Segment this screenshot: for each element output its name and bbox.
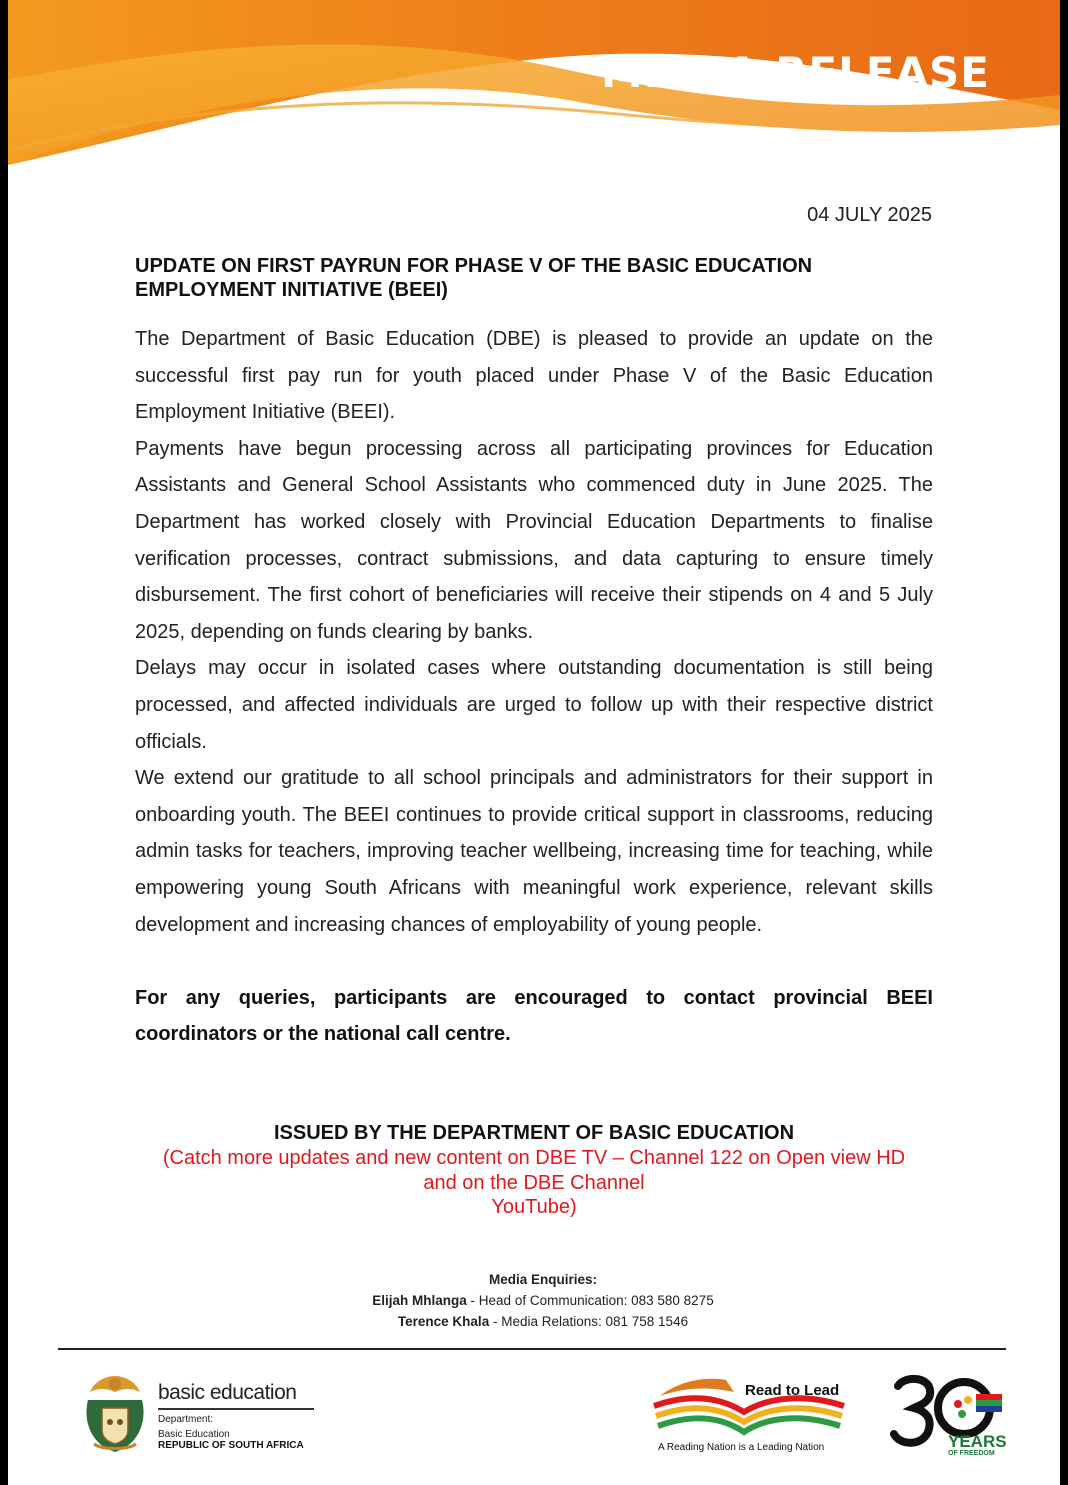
body-text bbox=[135, 321, 933, 943]
paragraph: Delays may occur in isolated cases where outstanding documentation is still being processed, and affected individuals are urged to follow up with their respective district officials. bbox=[135, 657, 933, 753]
media-release-title: MEDIA RELEASE bbox=[600, 48, 990, 97]
dbe-underline bbox=[158, 1408, 314, 1410]
dbe-name: basic education bbox=[158, 1381, 297, 1404]
dbe-tv-notice bbox=[134, 1146, 934, 1220]
dbe-tv-line: (Catch more updates and new content on DBE TV – Channel 122 on Open view HD bbox=[162, 1147, 906, 1169]
paragraph: The Department of Basic Education (DBE) is pleased to provide an update on the successful first pay run for youth placed under Phase V of the Basic Education Employment Initiative (BEEI). bbox=[135, 328, 933, 424]
contact-name: Terence Khala bbox=[397, 1314, 490, 1329]
media-release-page bbox=[8, 0, 1060, 1485]
paragraph: We extend our gratitude to all school principals and administrators for their support in onboarding youth. The BEEI continues to provide critical support in classrooms, reducing admin tasks for teachers, improving teacher wellbeing, increasing time for teaching, while empowering young South Africans with meaningful work experience, relevant skills development and increasing chances of employability of young people. bbox=[135, 767, 933, 936]
contact-row bbox=[208, 1311, 878, 1332]
dbe-rsa: REPUBLIC OF SOUTH AFRICA bbox=[158, 1439, 304, 1451]
issued-by: ISSUED BY THE DEPARTMENT OF BASIC EDUCATION bbox=[273, 1122, 795, 1144]
contact-detail: - Media Relations: 081 758 1546 bbox=[489, 1314, 689, 1329]
coat-of-arms-icon bbox=[80, 1370, 150, 1456]
headline: UPDATE ON FIRST PAYRUN FOR PHASE V OF THE BASIC EDUCATION EMPLOYMENT INITIATIVE (BEEI) bbox=[135, 255, 813, 301]
dbe-tv-line: YouTube) bbox=[491, 1196, 577, 1218]
of-freedom-label: OF FREEDOM bbox=[948, 1450, 995, 1457]
years-label: YEARS bbox=[948, 1432, 1007, 1451]
issued-block bbox=[128, 1120, 940, 1220]
dbe-sub: Department: bbox=[158, 1413, 214, 1425]
dbe-wordmark bbox=[158, 1381, 314, 1451]
contact-row bbox=[208, 1290, 878, 1311]
read-to-lead-tagline: A Reading Nation is a Leading Nation bbox=[658, 1442, 825, 1453]
contact-name: Elijah Mhlanga bbox=[372, 1293, 467, 1308]
dbe-tv-line: and on the DBE Channel bbox=[423, 1171, 645, 1194]
queries-notice: For any queries, participants are encouraged to contact provincial BEEI coordinators or the national call centre. bbox=[135, 987, 933, 1045]
media-enquiries bbox=[208, 1269, 878, 1332]
dbe-sub: Basic Education bbox=[158, 1428, 230, 1440]
enquiries-heading: Media Enquiries: bbox=[488, 1272, 598, 1287]
contact-detail: - Head of Communication: 083 580 8275 bbox=[466, 1293, 714, 1308]
read-to-lead-label: Read to Lead bbox=[745, 1382, 840, 1399]
paragraph: Payments have begun processing across all participating provinces for Education Assistants and General School Assistants who commenced duty in June 2025. The Department has worked closely with Provincial Education Departments to finalise verification processes, contract submissions, and data capturing to ensure timely disbursement. The first cohort of beneficiaries will receive their stipends on 4 and 5 July 2025, depending on funds clearing by banks. bbox=[135, 437, 933, 643]
footer-divider bbox=[58, 1348, 1006, 1350]
release-date: 04 JULY 2025 bbox=[807, 204, 932, 226]
